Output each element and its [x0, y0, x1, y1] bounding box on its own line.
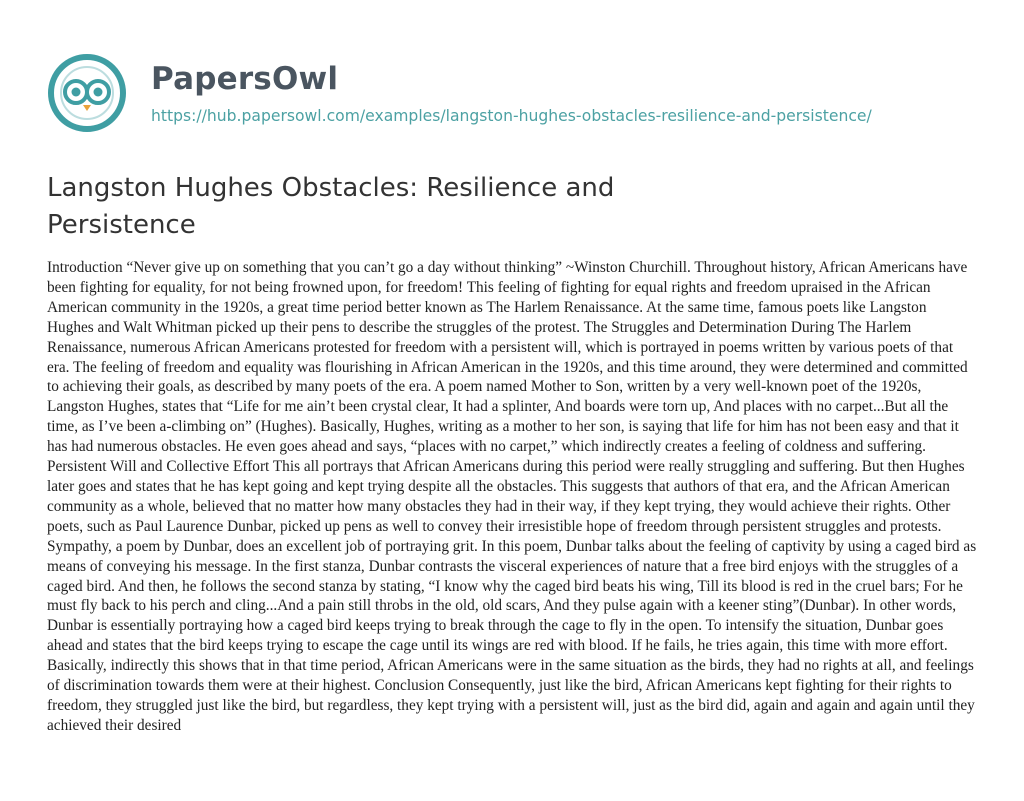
source-url-link[interactable]: https://hub.papersowl.com/examples/langston-hughes-obstacles-resilience-and-persistence/: [151, 107, 872, 125]
brand-name[interactable]: PapersOwl: [151, 61, 339, 97]
document-title: Langston Hughes Obstacles: Resilience and Persistence: [47, 173, 615, 240]
document-body: Introduction “Never give up on something that you can’t go a day without thinking” ~Winston Churchill. Throughout history, African Americans have been fighting for equality, for not being frowned upon, for freedom! This feeling of fighting for equal rights and freedom upraised in the African American community in the 1920s, a great time period better known as The Harlem Renaissance. At the same time, famous poets like Langston Hughes and Walt Whitman picked up their pens to describe the struggles of the protest. The Struggles and Determination During The Harlem Renaissance, numerous African Americans protested for freedom with a persistent will, which is portrayed in poems written by various poets of that era. The feeling of freedom and equality was flourishing in African American in the 1920s, and this time around, they were determined and committed to achieving their goals, as described by many poets of the era. A poem named Mother to Son, written by a very well-known poet of the 1920s, Langston Hughes, states that “Life for me ain’t been crystal clear, It had a splinter, And boards were torn up, And places with no carpet...But all the time, as I’ve been a-climbing on” (Hughes). Basically, Hughes, writing as a mother to her son, is saying that life for him has not been easy and that it has had numerous obstacles. He even goes ahead and says, “places with no carpet,” which indirectly creates a feeling of coldness and suffering. Persistent Will and Collective Effort This all portrays that African Americans during this period were really struggling and suffering. But then Hughes later goes and states that he has kept going and kept trying despite all the obstacles. This suggests that authors of that era, and the African American community as a whole, believed that no matter how many obstacles they had in their way, if they kept trying, they would achieve their rights. Other poets, such as Paul Laurence Dunbar, picked up pens as well to convey their irresistible hope of freedom through persistent struggles and protests. Sympathy, a poem by Dunbar, does an excellent job of portraying grit. In this poem, Dunbar talks about the feeling of captivity by using a caged bird as means of conveying his message. In the first stanza, Dunbar contrasts the visceral experiences of nature that a free bird enjoys with the struggles of a caged bird. And then, he follows the second stanza by stating, “I know why the caged bird beats his wing, Till its blood is red in the cruel bars; For he must fly back to his perch and cling...And a pain still throbs in the old, old scars, And they pulse again with a keener sting”(Dunbar). In other words, Dunbar is essentially portraying how a caged bird keeps trying to break through the cage to fly in the open. To intensify the situation, Dunbar goes ahead and states that the bird keeps trying to escape the cage until its wings are red with blood. If he fails, he tries again, this time with more effort. Basically, indirectly this shows that in that time period, African Americans were in the same situation as the birds, they had no rights at all, and feelings of discrimination towards them were at their highest. Conclusion Consequently, just like the bird, African Americans kept fighting for their rights to freedom, they struggled just like the bird, but regardless, they kept trying with a persistent will, just as the bird did, again and again and again until they achieved their desired: [47, 259, 977, 734]
site-header: [47, 53, 977, 133]
owl-logo-icon: [47, 53, 127, 133]
